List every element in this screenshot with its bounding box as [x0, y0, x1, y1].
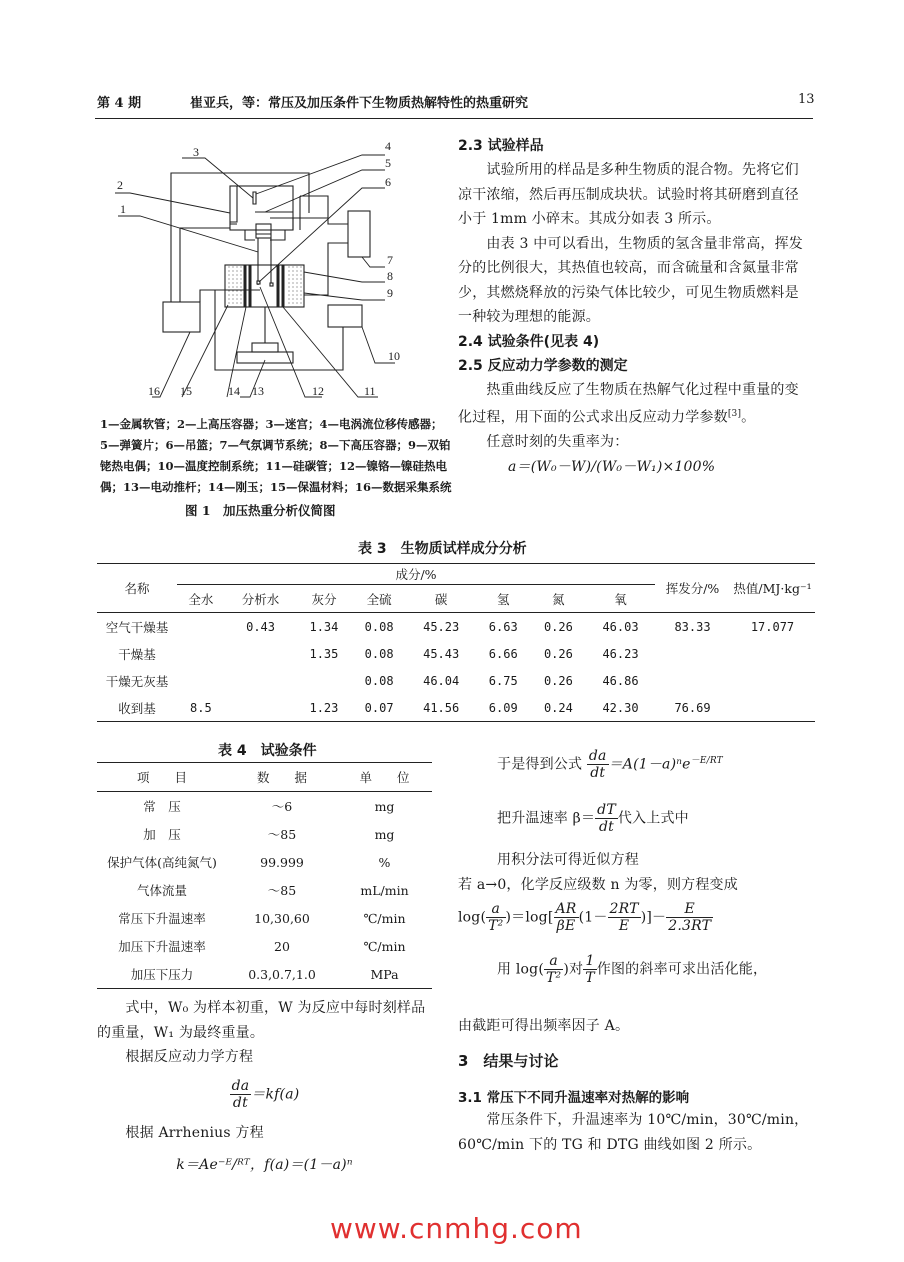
label-13: 13	[252, 384, 264, 398]
section-2-5-heading: 2.5 反应动力学参数的测定	[458, 357, 628, 374]
table-row	[97, 613, 815, 641]
label-8: 8	[387, 269, 393, 283]
cell: 6.66	[488, 646, 518, 661]
equation-rate	[97, 1078, 432, 1111]
header-rule	[95, 118, 813, 119]
formula-heating-rate: 把升温速率 β＝ $\frac{dT}{dt}$ 代入上式中	[497, 802, 689, 835]
equation-rhs: ＝kf(a)	[251, 1086, 300, 1102]
paragraph-variables: 式中，W₀ 为样本初重，W 为反应中每时刻样品的重量，W₁ 为最终重量。	[97, 1000, 426, 1041]
cell: 加压下压力	[130, 967, 194, 982]
cell: MPa	[370, 966, 399, 982]
cell: mg	[374, 798, 395, 814]
cell	[730, 694, 815, 722]
cell: 保护气体(高纯氮气)	[107, 855, 217, 870]
header-heat-value: 热值/MJ·kg⁻¹	[733, 581, 812, 596]
header-name: 名称	[124, 581, 150, 596]
cell: %	[378, 854, 391, 870]
formula-exponent: －E/RT	[690, 755, 723, 766]
data-acquisition-box	[163, 302, 200, 332]
header-data: 数 据	[256, 770, 307, 785]
label-10: 10	[388, 349, 400, 363]
section-3-heading: 3 结果与讨论	[458, 1052, 559, 1070]
paragraph-kinetic-eq: 根据反应动力学方程	[97, 1049, 254, 1065]
table-3-title: 表 3 生物质试样成分分析	[358, 541, 527, 557]
cell	[730, 667, 815, 694]
text-condition: 若 a→0，化学反应级数 n 为零，则方程变成	[458, 876, 738, 893]
cell: ～85	[267, 883, 297, 898]
table-row	[97, 848, 432, 876]
cell: 0.43	[246, 619, 275, 634]
table-row	[97, 640, 815, 667]
cell: 76.69	[674, 700, 711, 715]
header-ash: 灰分	[311, 591, 337, 607]
cell: ～85	[267, 827, 297, 842]
cell: mg	[374, 826, 395, 842]
cell: mL/min	[360, 882, 409, 898]
text-integral: 用积分法可得近似方程	[497, 852, 639, 868]
cell	[225, 667, 297, 694]
cell: 17.077	[750, 619, 795, 634]
cell: 46.23	[602, 646, 639, 661]
cell: 1.23	[309, 700, 339, 715]
table-row	[97, 792, 432, 821]
label-3: 3	[193, 145, 199, 159]
formula-intro: 把升温速率 β＝	[497, 810, 596, 827]
cell: 8.5	[190, 700, 212, 715]
running-title: 崔亚兵，等：常压及加压条件下生物质热解特性的热重研究	[190, 96, 529, 111]
atmosphere-box	[348, 211, 370, 257]
text-intercept: 由截距可得出频率因子 A。	[458, 1018, 630, 1034]
cell: 99.999	[260, 854, 304, 870]
cell: 0.07	[364, 700, 394, 715]
label-6: 6	[385, 175, 391, 189]
cell: 加压下升温速率	[118, 939, 206, 954]
formula-post: 代入上式中	[617, 810, 689, 827]
label-12: 12	[312, 384, 324, 398]
table-row	[97, 876, 432, 904]
cell: 45.23	[423, 619, 460, 634]
cell: 46.04	[423, 673, 460, 688]
left-column-bottom	[97, 996, 432, 1178]
paragraph-sample: 试验所用的样品是多种生物质的混合物。先将它们凉干浓缩，然后再压制成块状。试验时将其研磨到直径小于 1mm 小碎末。其成分如表 3 所示。	[458, 162, 799, 227]
legend-line: 1—金属软管；2—上高压容器；3—迷宫；4—电涡流位移传感器；	[100, 417, 443, 431]
section-3-1-heading: 3.1 常压下不同升温速率对热解的影响	[458, 1090, 690, 1106]
cell: 常压下升温速率	[118, 911, 206, 926]
cell: 46.86	[602, 673, 639, 688]
cell: 常 压	[143, 799, 181, 814]
table-row	[97, 694, 815, 722]
cell: 1.35	[309, 646, 339, 661]
cell: 1.34	[309, 619, 339, 634]
formula-log: log( $\frac{a}{\text{T²}}$ )＝log[ $\frac{AR}{\beta E}$ (1－ $\frac{2RT}{E}$ )]－ $\frac{E}{2.3RT}$	[458, 901, 712, 934]
cell	[730, 640, 815, 667]
header-oxygen: 氧	[614, 591, 627, 607]
equation-arrhenius: k＝Ae⁻ᴱ/ᴿᵀ，f(a)＝(1－a)ⁿ	[176, 1157, 353, 1173]
cell: 0.08	[364, 619, 394, 634]
figure-1-diagram	[100, 130, 420, 410]
section-2-3-heading: 2.3 试验样品	[458, 138, 544, 154]
label-14: 14	[228, 384, 240, 398]
legend-line: 铑热电偶；10—温度控制系统；11—硅碳管；12—镍铬—镍硅热电	[100, 459, 448, 473]
cell	[177, 667, 225, 694]
label-7: 7	[387, 253, 393, 267]
page-number: 13	[798, 92, 815, 107]
cell: 6.63	[488, 619, 518, 634]
header-total-water: 全水	[188, 591, 214, 607]
cell: ～6	[271, 799, 293, 814]
cell: 20	[274, 938, 290, 954]
cell: 0.3,0.7,1.0	[248, 966, 316, 982]
figure-1-legend	[100, 414, 452, 498]
fraction: $\frac{da}{dt}$	[231, 1077, 250, 1111]
cell: 41.56	[423, 700, 460, 715]
table-row	[97, 932, 432, 960]
table-3	[97, 563, 815, 722]
cell: 0.26	[543, 673, 573, 688]
formula-intro: 于是得到公式	[497, 756, 583, 773]
table-4	[97, 762, 432, 989]
cell	[655, 640, 730, 667]
table-row	[97, 820, 432, 848]
cell	[296, 667, 351, 694]
formula-rhs: ＝A(1－a)ⁿe	[608, 756, 691, 773]
row-name: 干燥基	[118, 646, 156, 662]
header-item: 项 目	[136, 770, 187, 785]
cell: 加 压	[143, 827, 181, 842]
header-composition: 成分/%	[177, 564, 655, 585]
paragraph-composition: 由表 3 中可以看出，生物质的氢含量非常高，挥发分的比例很大，其热值也较高，而含硫量和含氮量非常少，其燃烧释放的污染气体比较少，可见生物质燃料是一种较为理想的能源。	[458, 235, 804, 325]
table-row	[97, 960, 432, 989]
header-unit: 单 位	[359, 770, 410, 785]
cell	[177, 613, 225, 641]
label-2: 2	[117, 178, 123, 192]
citation-ref[interactable]: [3]	[727, 409, 742, 419]
row-name: 空气干燥基	[105, 619, 169, 635]
cell: 0.26	[543, 646, 573, 661]
header-nitrogen: 氮	[552, 591, 565, 607]
paragraph-kinetics	[458, 378, 810, 431]
legend-line: 偶；13—电动推杆；14—刚玉；15—保温材料；16—数据采集系统	[100, 480, 452, 494]
label-1: 1	[120, 202, 126, 216]
cell: 42.30	[602, 700, 639, 715]
row-name: 干燥无灰基	[105, 673, 169, 689]
cell	[655, 667, 730, 694]
label-16: 16	[148, 384, 160, 398]
header-carbon: 碳	[434, 591, 448, 607]
cell: ℃/min	[363, 910, 406, 926]
cell: 46.03	[602, 619, 639, 634]
header-sulfur: 全硫	[366, 591, 392, 607]
right-column-formulas	[458, 748, 827, 997]
watermark: www.cnmhg.com	[330, 1212, 583, 1245]
header-hydrogen: 氢	[496, 591, 510, 607]
header-analysis-water: 分析水	[241, 591, 280, 607]
label-11: 11	[364, 384, 376, 398]
legend-line: 5—弹簧片；6—吊篮；7—气氛调节系统；8—下高压容器；9—双铂	[100, 438, 451, 452]
paragraph-results: 常压条件下，升温速率为 10℃/min，30℃/min，60℃/min 下的 TG 和 DTG 曲线如图 2 所示。	[458, 1112, 809, 1153]
cell: 气体流量	[136, 883, 187, 898]
kinetics-text: 热重曲线反应了生物质在热解气化过程中重量的变化过程，用下面的公式求出反应动力学参数	[458, 381, 799, 426]
formula-rate: 于是得到公式 $\frac{da}{dt}$ ＝A(1－a)ⁿe$^{-E/RT}$	[497, 748, 723, 781]
equation-weight-loss: a＝(W₀－W)/(W₀－W₁)×100%	[508, 458, 716, 475]
paragraph-weight-loss: 任意时刻的失重率为：	[458, 434, 629, 451]
label-4: 4	[385, 139, 391, 153]
cell	[225, 640, 297, 667]
text-slope: 用 log( $\frac{a}{\text{T²}}$ )对 $\frac{1}{T}$ 作图的斜率可求出活化能，	[497, 953, 768, 986]
cell: ℃/min	[363, 938, 406, 954]
cell: 45.43	[423, 646, 460, 661]
cell: 6.75	[488, 673, 518, 688]
cell: 0.08	[364, 673, 394, 688]
right-column-top	[458, 134, 810, 479]
figure-1-caption: 图 1 加压热重分析仪简图	[185, 503, 336, 518]
cell: 0.24	[543, 700, 573, 715]
kinetics-end: 。	[741, 409, 756, 426]
cell: 10,30,60	[254, 910, 310, 926]
cell: 83.33	[674, 619, 711, 634]
section-2-4-heading: 2.4 试验条件(见表 4)	[458, 333, 600, 350]
cell	[177, 640, 225, 667]
row-name: 收到基	[118, 700, 156, 716]
label-9: 9	[387, 286, 393, 300]
temperature-control-box	[328, 305, 362, 327]
label-5: 5	[385, 156, 391, 170]
cell: 0.26	[543, 619, 573, 634]
table-4-title: 表 4 试验条件	[218, 743, 317, 759]
label-15: 15	[180, 384, 192, 398]
cell	[225, 694, 297, 722]
cell: 6.09	[488, 700, 518, 715]
table-row	[97, 904, 432, 932]
paragraph-arrhenius: 根据 Arrhenius 方程	[97, 1124, 264, 1141]
upper-pressure-vessel	[230, 186, 293, 230]
cell: 0.08	[364, 646, 394, 661]
issue-number: 第 4 期	[97, 96, 142, 111]
table-row	[97, 667, 815, 694]
header-volatile: 挥发分/%	[665, 581, 720, 596]
